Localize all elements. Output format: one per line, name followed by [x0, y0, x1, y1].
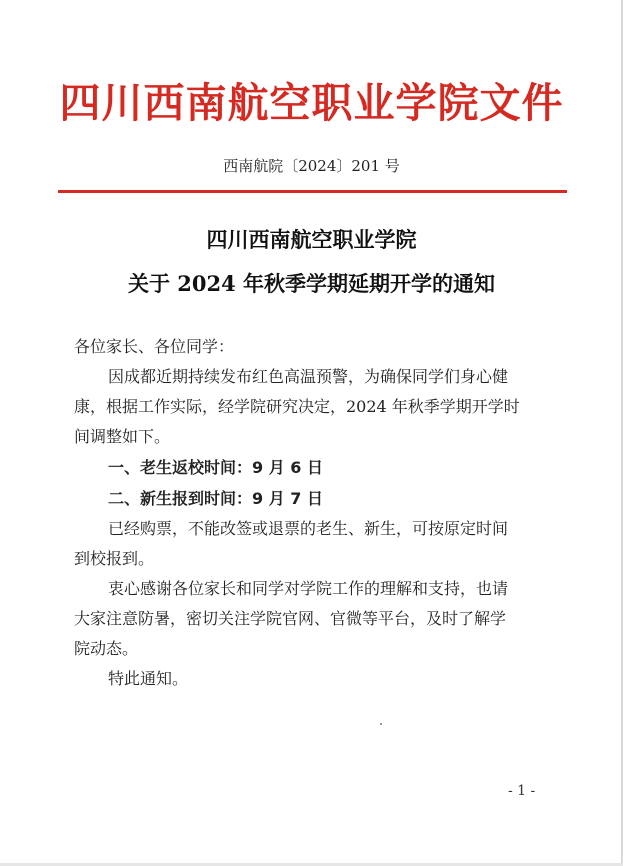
- salutation: 各位家长、各位同学：: [74, 337, 235, 356]
- notice-title-line-1: 四川西南航空职业学院: [206, 227, 417, 252]
- list-item-new-students: 二、新生报到时间：9 月 7 日: [108, 489, 323, 508]
- closing-line: 特此通知。: [108, 669, 189, 688]
- notice-title-line-2: 关于 2024 年秋季学期延期开学的通知: [127, 271, 496, 296]
- org-header-title: 四川西南航空职业学院文件: [59, 79, 564, 127]
- page-number: - 1 -: [508, 783, 536, 799]
- paragraph-3-line-1: 衷心感谢各位家长和同学对学院工作的理解和支持，也请: [108, 579, 509, 598]
- paragraph-2-line-1: 已经购票，不能改签或退票的老生、新生，可按原定时间: [108, 519, 509, 538]
- paragraph-2-line-2: 到校报到。: [74, 549, 155, 568]
- paragraph-1-line-2: 康，根据工作实际，经学院研究决定，2024 年秋季学期开学时: [74, 397, 520, 416]
- scan-speck: [380, 723, 382, 725]
- list-item-returning-students: 一、老生返校时间：9 月 6 日: [108, 458, 323, 477]
- paragraph-3-line-3: 院动态。: [74, 639, 139, 658]
- document-number: 西南航院〔2024〕201 号: [223, 157, 400, 175]
- red-separator-line: [58, 190, 567, 193]
- paragraph-1-line-1: 因成都近期持续发布红色高温预警，为确保同学们身心健: [108, 367, 509, 386]
- paragraph-3-line-2: 大家注意防暑，密切关注学院官网、官微等平台，及时了解学: [74, 609, 507, 628]
- paragraph-1-line-3: 间调整如下。: [74, 427, 171, 446]
